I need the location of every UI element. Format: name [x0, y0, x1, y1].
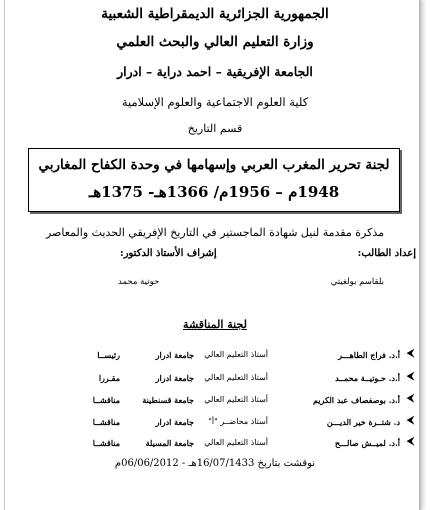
member-rank: أستاذ التعليم العالي — [204, 395, 268, 404]
member-rank: أستاذ التعليم العالي — [204, 438, 268, 447]
member-institution: جامعة ادرار — [155, 350, 194, 360]
arrow-bullet-icon: ⮜ — [406, 371, 414, 382]
member-name: د. شتــرة خير الديـــن — [326, 417, 400, 427]
member-rank: أستاذ محاضــر "أ" — [208, 417, 268, 426]
member-role: رئيســا — [97, 350, 120, 360]
university-heading: الجامعة الإفريقية – احمد دراية – ادرار — [117, 64, 313, 79]
student-name: بلقاسم بولغيتي — [330, 277, 384, 287]
member-role: مقـررا — [98, 373, 120, 383]
member-name: أ.د. فراج الطاهـــر — [338, 350, 400, 360]
faculty-heading: كلية العلوم الاجتماعية والعلوم الإسلامية — [121, 95, 309, 109]
arrow-bullet-icon: ⮜ — [406, 415, 414, 426]
member-role: مناقشــا — [92, 438, 120, 448]
member-rank: أستاذ التعليم العالي — [204, 350, 268, 359]
committee-row — [0, 372, 414, 392]
member-institution: جامعة ادرار — [155, 373, 194, 383]
arrow-bullet-icon: ⮜ — [406, 348, 414, 359]
member-institution: جامعة ادرار — [155, 417, 194, 427]
member-name: أ.د. لميــش صالـــح — [334, 438, 400, 448]
arrow-bullet-icon: ⮜ — [406, 436, 414, 447]
ministry-heading: وزارة التعليم العالي والبحث العلمي — [116, 34, 314, 50]
republic-heading: الجمهورية الجزائرية الديمقراطية الشعبية — [101, 6, 329, 22]
committee-row — [0, 416, 414, 436]
prepared-by-label: إعداد الطالب: — [357, 248, 416, 259]
committee-row — [0, 349, 414, 369]
member-institution: جامعة المسيلة — [145, 438, 194, 448]
thesis-title-box — [28, 148, 400, 212]
committee-row — [0, 394, 414, 414]
member-rank: أستاذ التعليم العالي — [204, 373, 268, 382]
member-role: مناقشــا — [92, 417, 120, 427]
supervisor-name: حوتية محمد — [118, 277, 160, 287]
committee-row — [0, 437, 414, 457]
committee-title: لجنة المناقشة — [183, 318, 247, 331]
member-name: أ.د. بوصفصاف عبد الكريم — [312, 395, 400, 405]
thesis-title: لجنة تحرير المغرب العربي وإسهامها في وحدة الكفاح المغاربي — [38, 157, 390, 173]
thesis-period: 1948م – 1956م/ 1366هـ- 1375هـ — [88, 183, 340, 201]
member-institution: جامعة قسنطينة — [142, 395, 194, 405]
arrow-bullet-icon: ⮜ — [406, 393, 414, 404]
thesis-note: مذكرة مقدمة لنيل شهادة الماجستير في التاريخ الإفريقي الحديث والمعاصر — [45, 226, 384, 239]
supervisor-label: إشراف الأستاذ الدكتور: — [120, 248, 217, 259]
member-name: أ.د. حـوتيــة محمــد — [335, 373, 400, 383]
department-heading: قسم التاريخ — [187, 122, 243, 135]
member-role: مناقشــا — [92, 395, 120, 405]
defense-date: نوقشت بتاريخ 16/07/1433هـ - 06/06/2012م — [114, 458, 316, 469]
